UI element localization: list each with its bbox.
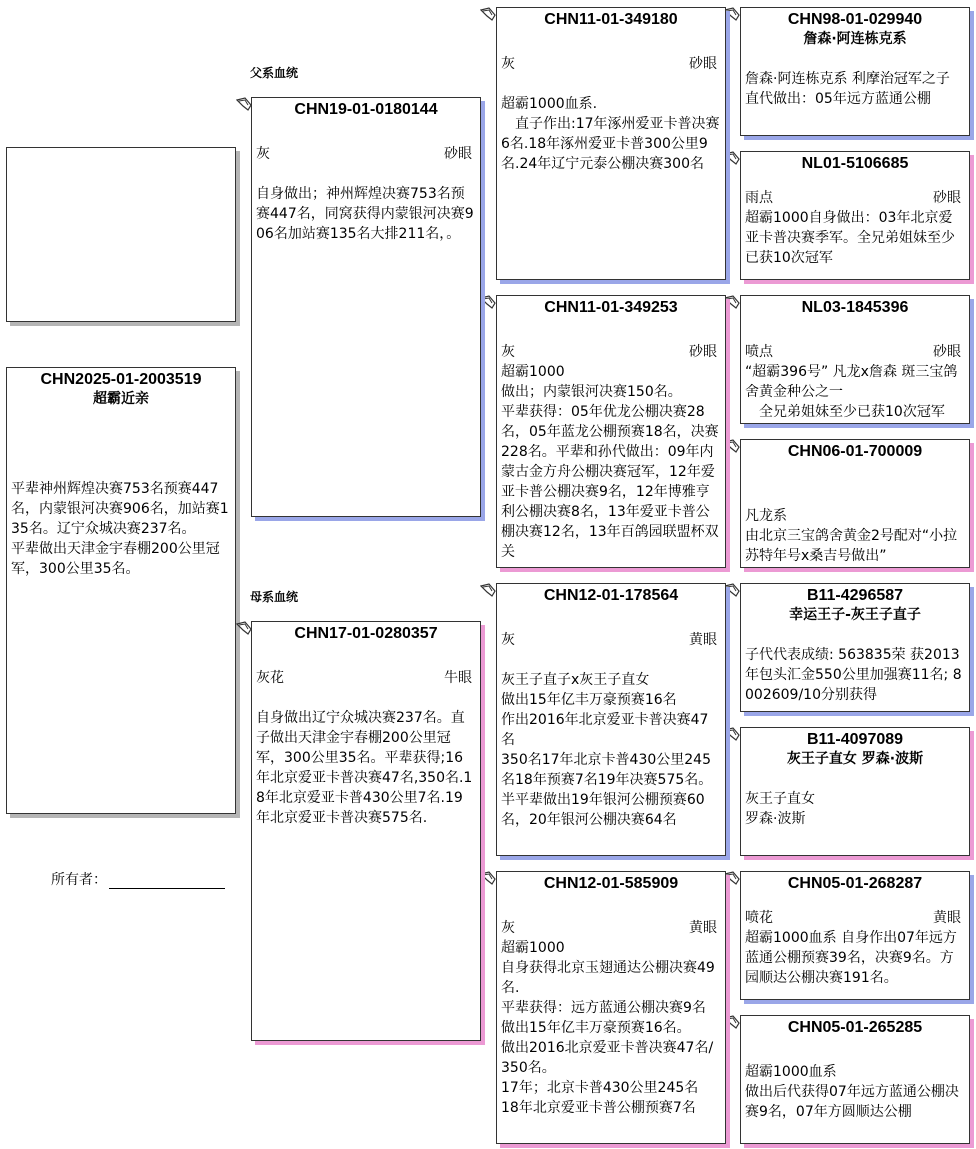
sire-eye: 砂眼 [444,146,472,162]
dsd-name: 灰王子直女 罗森·波斯 [786,751,924,767]
sire-dam-card [496,295,726,568]
dsd-ring-number: B11-4097089 [806,731,904,748]
expand-arrow-icon[interactable] [724,439,740,453]
sire-sire-color: 灰 [501,56,515,72]
expand-arrow-icon[interactable] [724,151,740,165]
expand-arrow-icon[interactable] [724,7,740,21]
sdd-description: 凡龙系 由北京三宝鸽舍黄金2号配对“小拉苏特年号x桑吉号做出” [745,508,958,564]
sire-ring-number: CHN19-01-0180144 [294,101,438,118]
owner-signature-line [109,874,225,889]
sire-card [251,97,481,517]
ssd-color: 雨点 [745,190,773,206]
dam-dam-color: 灰 [501,920,515,936]
dam-dam-ring-number: CHN12-01-585909 [543,875,679,892]
dds-ring-number: CHN05-01-268287 [787,875,923,892]
subject-name: 超霸近亲 [93,391,149,407]
dds-card [740,871,970,1000]
expand-arrow-icon[interactable] [724,295,740,309]
dam-sire-card [496,583,726,856]
sire-sire-ring-number: CHN11-01-349180 [544,11,678,28]
dss-description: 子代代表成绩: 563835荣 获2013年包头汇金550公里加强赛11名; 8002609/10分别获得 [745,647,962,703]
dam-color: 灰花 [256,670,284,686]
dam-description: 自身做出辽宁众城决赛237名。直子做出天津金宇春棚200公里冠军，300公里35名。平辈获得;16年北京爱亚卡普决赛47名,350名.18年北京爱亚卡普430公里7名.19年北京爱亚卡普决赛575名. [256,710,473,826]
sds-color-eye-row [741,342,969,362]
owner-field [51,869,225,889]
ddd-description: 超霸1000血系 做出后代获得07年远方蓝通公棚决赛9名，07年方圆顺达公棚 [745,1064,959,1120]
expand-arrow-icon[interactable] [480,7,496,21]
dds-description: 超霸1000血系 自身作出07年远方蓝通公棚预赛39名，决赛9名。方园顺达公棚决赛191名。 [745,930,957,986]
dam-ring-number: CHN17-01-0280357 [294,625,438,642]
dsd-description: 灰王子直女 罗森·波斯 [745,791,815,827]
sss-card [740,7,970,136]
photo-placeholder [6,147,236,322]
dam-dam-description: 超霸1000 自身获得北京玉翅通达公棚决赛49名. 平辈获得：远方蓝通公棚决赛9名 做出15年亿丰万豪预赛16名。 做出2016北京爱亚卡普决赛47名/350名。 17年；北京卡普430公里245名 18年北京爱亚卡普公棚预赛7名 [501,940,715,1116]
dss-card [740,583,970,712]
ddd-ring-number: CHN05-01-265285 [787,1019,923,1036]
sdd-card [740,439,970,568]
dam-sire-description: 灰王子直子x灰王子直女 做出15年亿丰万豪预赛16名 作出2016年北京爱亚卡普决赛47名 350名17年北京卡普430公里245名18年预赛7名19年决赛575名。半平辈做出19年银河公棚预赛60名，20年银河公棚决赛64名 [501,672,713,828]
expand-arrow-icon[interactable] [724,583,740,597]
expand-arrow-icon[interactable] [480,295,496,309]
dam-line-label: 母系血统 [250,590,299,604]
sire-sire-card [496,7,726,280]
dam-dam-card [496,871,726,1144]
ddd-card [740,1015,970,1144]
sire-color-eye-row [252,144,480,164]
expand-arrow-icon[interactable] [236,621,252,635]
sire-dam-eye: 砂眼 [689,344,717,360]
expand-arrow-icon[interactable] [724,1015,740,1029]
ssd-eye: 砂眼 [933,190,961,206]
dam-card [251,621,481,1041]
expand-arrow-icon[interactable] [480,871,496,885]
dds-color: 喷花 [745,910,773,926]
sss-name: 詹森·阿连栋克系 [803,31,907,47]
sire-dam-color: 灰 [501,344,515,360]
subject-card [6,367,236,814]
dam-sire-eye: 黄眼 [689,632,717,648]
sds-description: “超霸396号” 凡龙x詹森 斑三宝鸽舍黄金种公之一 全兄弟姐妹至少已获10次冠军 [745,364,958,420]
sire-sire-description: 超霸1000血系. 直子作出:17年涿州爱亚卡普决赛6名.18年涿州爱亚卡普300公里9名.24年辽宁元泰公棚决赛300名 [501,96,720,172]
subject-ring-number: CHN2025-01-2003519 [40,371,202,388]
sss-description: 詹森·阿连栋克系 利摩治冠军之子 直代做出：05年远方蓝通公棚 [745,71,950,107]
owner-label: 所有者： [51,872,107,888]
dam-eye: 牛眼 [444,670,472,686]
sds-eye: 砂眼 [933,344,961,360]
dam-dam-eye: 黄眼 [689,920,717,936]
dds-color-eye-row [741,908,969,928]
ssd-card [740,151,970,280]
ssd-color-eye-row [741,188,969,208]
ssd-description: 超霸1000自身做出：03年北京爱亚卡普决赛季军。全兄弟姐妹至少已获10次冠军 [745,210,955,266]
expand-arrow-icon[interactable] [724,727,740,741]
sds-card [740,295,970,424]
dam-sire-color-eye-row [497,630,725,650]
sire-dam-color-eye-row [497,342,725,362]
sire-color: 灰 [256,146,270,162]
expand-arrow-icon[interactable] [724,871,740,885]
sds-color: 喷点 [745,344,773,360]
sdd-ring-number: CHN06-01-700009 [787,443,923,460]
dam-dam-color-eye-row [497,918,725,938]
subject-description: 平辈神州辉煌决赛753名预赛447名，内蒙银河决赛906名，加站赛135名。辽宁众城决赛237名。 平辈做出天津金宇春棚200公里冠军，300公里35名。 [11,481,229,577]
sss-ring-number: CHN98-01-029940 [787,11,923,28]
dam-sire-color: 灰 [501,632,515,648]
dam-color-eye-row [252,668,480,688]
expand-arrow-icon[interactable] [236,97,252,111]
ssd-ring-number: NL01-5106685 [801,155,909,172]
dss-ring-number: B11-4296587 [806,587,904,604]
dsd-card [740,727,970,856]
sire-line-label: 父系血统 [250,66,299,80]
sds-ring-number: NL03-1845396 [801,299,909,316]
dss-name: 幸运王子-灰王子直子 [789,607,921,623]
sire-dam-description: 超霸1000 做出；内蒙银河决赛150名。 平辈获得：05年优龙公棚决赛28名，05年蓝龙公棚预赛18名，决赛228名。平辈和孙代做出：09年内蒙古金方舟公棚决赛冠军，12年爱亚卡普公棚决赛9名，12年博雅亨利公棚决赛8名，13年爱亚卡普公棚决赛12名，13年百鸽园联盟杯双关 [501,364,719,560]
dam-sire-ring-number: CHN12-01-178564 [543,587,679,604]
sire-sire-color-eye-row [497,54,725,74]
sire-sire-eye: 砂眼 [689,56,717,72]
sire-description: 自身做出；神州辉煌决赛753名预赛447名，同窝获得内蒙银河决赛906名加站赛135名大排211名，。 [256,186,474,242]
dds-eye: 黄眼 [933,910,961,926]
sire-dam-ring-number: CHN11-01-349253 [544,299,678,316]
expand-arrow-icon[interactable] [480,583,496,597]
